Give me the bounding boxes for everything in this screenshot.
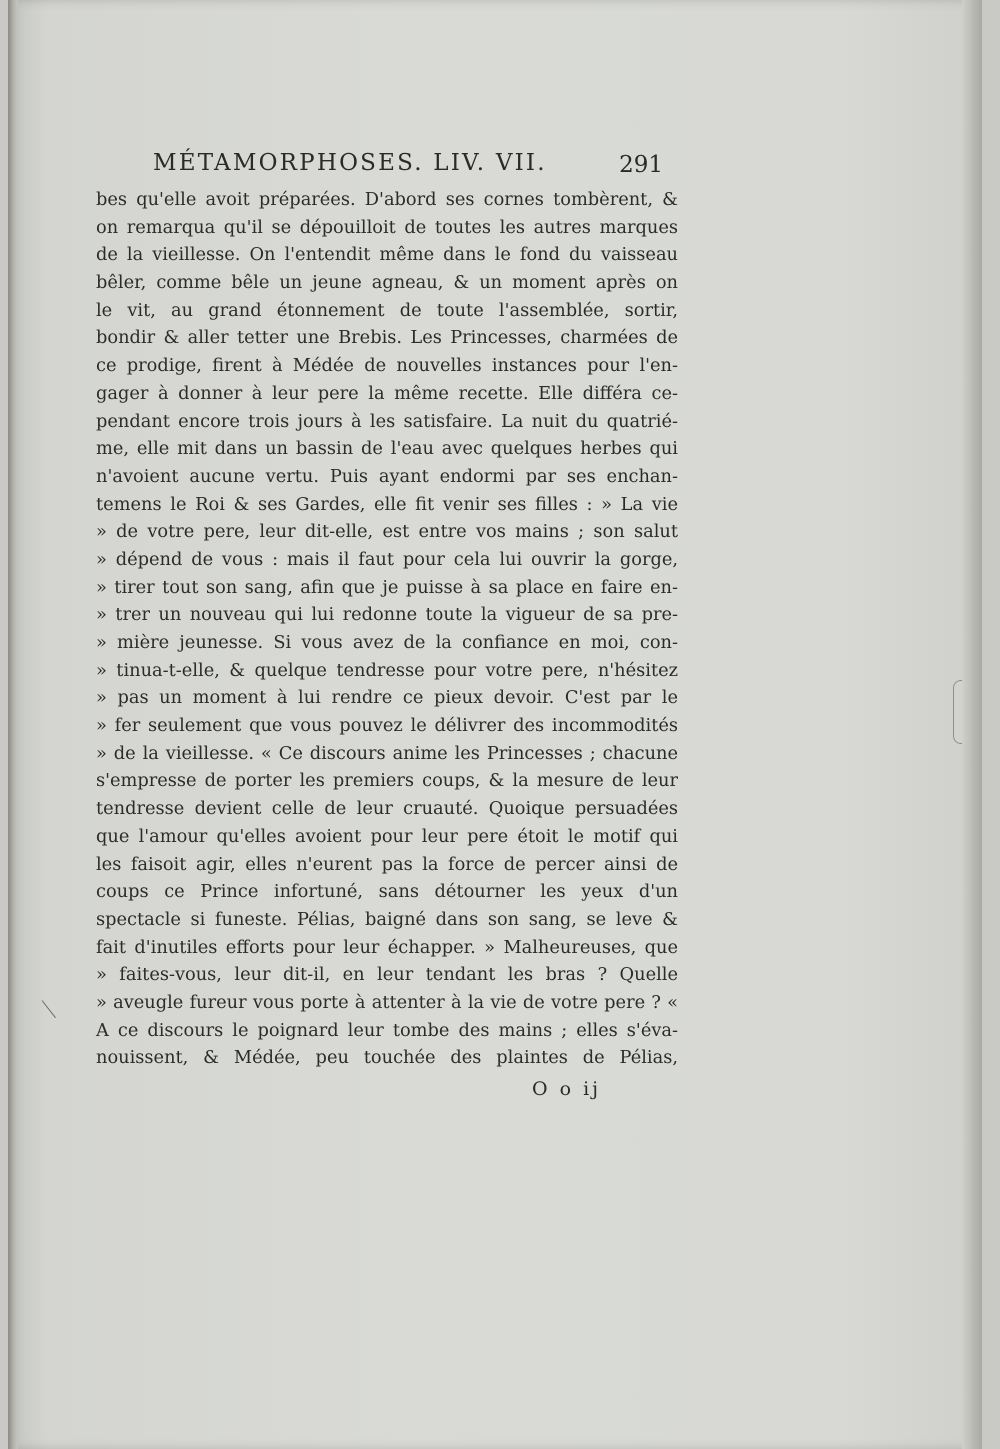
text-line: tendresse devient celle de leur cruauté. Quoique persuadées <box>96 798 678 820</box>
text-line: n'avoient aucune vertu. Puis ayant endormi par ses enchan- <box>96 465 678 487</box>
text-line: » trer un nouveau qui lui redonne toute la vigueur de sa pre- <box>96 604 678 626</box>
text-line: ce prodige, firent à Médée de nouvelles instances pour l'en- <box>96 355 678 377</box>
text-line: A ce discours le poignard leur tombe des mains ; elles s'éva- <box>96 1019 678 1041</box>
text-line: coups ce Prince infortuné, sans détourner les yeux d'un <box>96 881 678 903</box>
text-line: » faites-vous, leur dit-il, en leur tendant les bras ? Quelle <box>96 964 678 986</box>
text-line: » dépend de vous : mais il faut pour cela lui ouvrir la gorge, <box>96 548 678 570</box>
text-line: de la vieillesse. On l'entendit même dans le fond du vaisseau <box>96 244 678 266</box>
text-line: pendant encore trois jours à les satisfaire. La nuit du quatrié- <box>96 410 678 432</box>
text-line: » de la vieillesse. « Ce discours anime les Princesses ; chacune <box>96 742 678 764</box>
text-line: » fer seulement que vous pouvez le délivrer des incommodités <box>96 715 678 737</box>
text-line: me, elle mit dans un bassin de l'eau avec quelques herbes qui <box>96 438 678 460</box>
text-line: bêler, comme bêle un jeune agneau, & un moment après on <box>96 272 678 294</box>
page-fore-edge <box>962 0 982 1449</box>
page-number: 291 <box>619 152 663 178</box>
running-title: MÉTAMORPHOSES. LIV. VII. <box>153 150 547 176</box>
text-line: » tinua-t-elle, & quelque tendresse pour votre pere, n'hésitez <box>96 659 678 681</box>
text-line: temens le Roi & ses Gardes, elle fit venir ses filles : » La vie <box>96 493 678 515</box>
text-line: le vit, au grand étonnement de toute l'assemblée, sortir, <box>96 299 678 321</box>
page-edge-tab <box>953 680 962 744</box>
text-line: gager à donner à leur pere la même recette. Elle différa ce- <box>96 382 678 404</box>
text-line: bondir & aller tetter une Brebis. Les Princesses, charmées de <box>96 327 678 349</box>
body-text <box>96 186 678 1072</box>
text-line: » aveugle fureur vous porte à attenter à la vie de votre pere ? « <box>96 991 678 1013</box>
paper-page <box>8 0 982 1449</box>
text-line: que l'amour qu'elles avoient pour leur pere étoit le motif qui <box>96 825 678 847</box>
text-line: on remarqua qu'il se dépouilloit de toutes les autres marques <box>96 216 678 238</box>
text-line: » de votre pere, leur dit-elle, est entre vos mains ; son salut <box>96 521 678 543</box>
signature-mark: O o ij <box>532 1078 602 1100</box>
margin-mark <box>42 1000 56 1018</box>
page-gutter-shadow <box>8 0 18 1449</box>
text-line: bes qu'elle avoit préparées. D'abord ses cornes tombèrent, & <box>96 189 678 210</box>
text-line: » tirer tout son sang, afin que je puisse à sa place en faire en- <box>96 576 678 598</box>
text-line: » mière jeunesse. Si vous avez de la confiance en moi, con- <box>96 632 678 653</box>
text-line: nouissent, & Médée, peu touchée des plaintes de Pélias, <box>96 1047 678 1069</box>
text-line: fait d'inutiles efforts pour leur échapper. » Malheureuses, que <box>96 936 678 958</box>
text-line: s'empresse de porter les premiers coups, & la mesure de leur <box>96 770 678 792</box>
text-line: spectacle si funeste. Pélias, baigné dans son sang, se leve & <box>96 908 678 930</box>
page-header <box>153 150 673 184</box>
text-line: » pas un moment à lui rendre ce pieux devoir. C'est par le <box>96 687 678 709</box>
text-line: les faisoit agir, elles n'eurent pas la force de percer ainsi de <box>96 853 678 875</box>
